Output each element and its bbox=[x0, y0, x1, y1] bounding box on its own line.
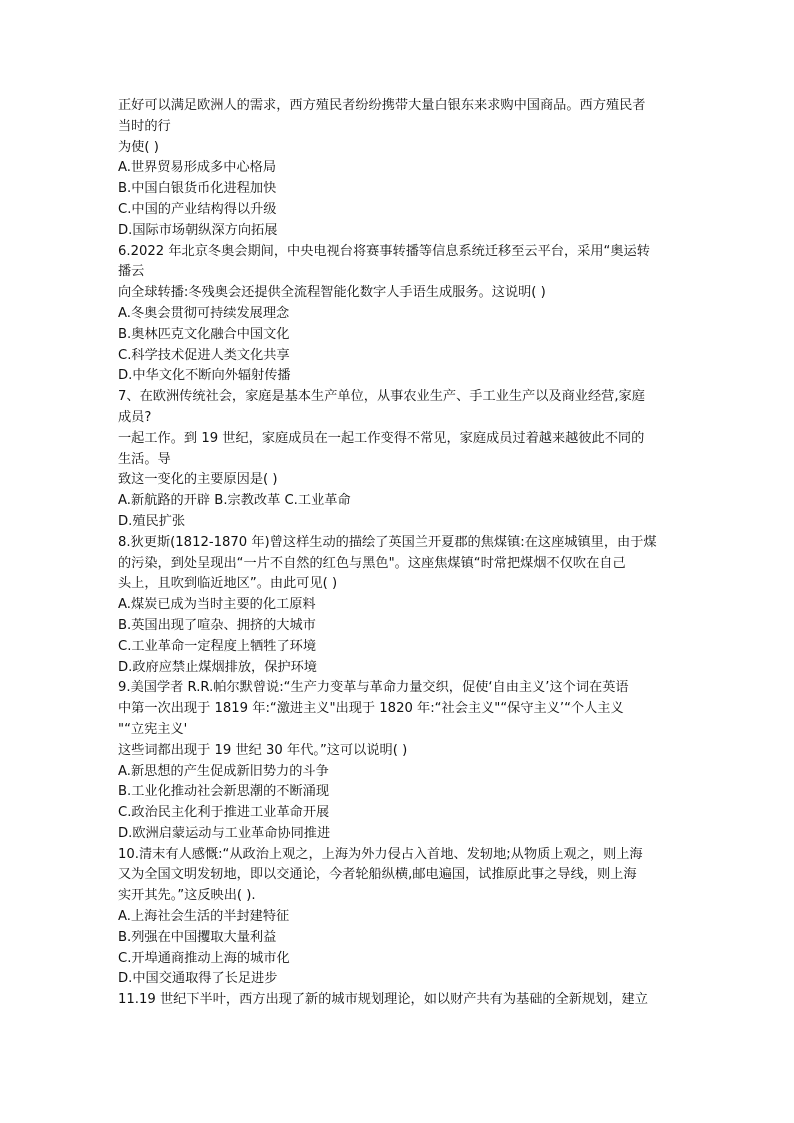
option-a: A.煤炭已成为当时主要的化工原料 bbox=[118, 597, 316, 613]
option-a: A.上海社会生活的半封建特征 bbox=[118, 909, 290, 925]
option-b: B.工业化推动社会新思潮的不断涌现 bbox=[118, 784, 330, 800]
question-11-line-1: 11.19 世纪下半叶，西方出现了新的城市规划理论，如以财产共有为基础的全新规划，建立 bbox=[118, 992, 648, 1008]
option-b: B.中国白银货币化进程加快 bbox=[118, 181, 277, 197]
option-d: D.政府应禁止煤烟排放，保护环境 bbox=[118, 659, 317, 675]
option-d: D.国际市场朝纵深方向拓展 bbox=[118, 222, 278, 238]
option-a: A.冬奥会贯彻可持续发展理念 bbox=[118, 305, 290, 321]
question-9-line-1: 9.美国学者 R.R.帕尔默曾说:“生产力变革与革命力量交织，促使‘自由主义’这个词在英语 bbox=[118, 680, 629, 696]
question-7-line-4: 生活。导 bbox=[118, 451, 171, 467]
question-6-line-3: 向全球转播:冬残奥会还提供全流程智能化数字人手语生成服务。这说明( ) bbox=[118, 285, 546, 301]
text-line-3: 为使( ) bbox=[118, 139, 159, 155]
option-d: D.欧洲启蒙运动与工业革命协同推进 bbox=[118, 825, 331, 841]
question-7-line-5: 致这一变化的主要原因是( ) bbox=[118, 472, 278, 488]
question-8-line-3: 头上，且吹到临近地区”。由此可见( ) bbox=[118, 576, 338, 592]
option-d: D.殖民扩张 bbox=[118, 513, 186, 529]
option-c: C.中国的产业结构得以升级 bbox=[118, 201, 277, 217]
option-c: C.开埠通商推动上海的城市化 bbox=[118, 950, 290, 966]
question-9-line-4: 这些词都出现于 19 世纪 30 年代。”这可以说明( ) bbox=[118, 742, 408, 758]
question-10-line-3: 实开其先。”这反映出( ). bbox=[118, 888, 256, 904]
question-7-line-2: 成员? bbox=[118, 409, 152, 425]
question-7-line-1: 7、在欧洲传统社会，家庭是基本生产单位，从事农业生产、手工业生产以及商业经营,家庭 bbox=[118, 389, 645, 405]
option-a: A.世界贸易形成多中心格局 bbox=[118, 160, 277, 176]
option-b: B.列强在中国攫取大量利益 bbox=[118, 929, 277, 945]
option-c: C.工业革命一定程度上牺牲了环境 bbox=[118, 638, 317, 654]
question-6-line-2: 播云 bbox=[118, 264, 145, 280]
text-line-2: 当时的行 bbox=[118, 118, 171, 134]
question-9-line-2: 中第一次出现于 1819 年:“激进主义"出现于 1820 年:“社会主义"“保守主义’“个人主义 bbox=[118, 701, 624, 717]
text-line-1: 正好可以满足欧洲人的需求，西方殖民者纷纷携带大量白银东来求购中国商品。西方殖民者 bbox=[118, 98, 646, 113]
option-d: D.中国交通取得了长足进步 bbox=[118, 971, 278, 987]
option-d: D.中华文化不断向外辐射传播 bbox=[118, 368, 291, 384]
question-8-line-2: 的污染，到处呈现出“一片不自然的红色与黑色"。这座焦煤镇“时常把煤烟不仅吹在自己 bbox=[118, 555, 626, 571]
option-b: B.奥林匹克文化融合中国文化 bbox=[118, 326, 290, 342]
question-9-line-3: "“立宪主义' bbox=[118, 721, 188, 737]
option-b: B.英国出现了喧杂、拥挤的大城市 bbox=[118, 617, 316, 633]
question-8-line-1: 8.狄更斯(1812-1870 年)曾这样生动的描绘了英国兰开夏郡的焦煤镇:在这座城镇里，由于煤 bbox=[118, 534, 657, 550]
option-c: C.政治民主化利于推进工业革命开展 bbox=[118, 805, 330, 821]
option-c: C.科学技术促进人类文化共享 bbox=[118, 347, 290, 363]
option-abc: A.新航路的开辟 B.宗教改革 C.工业革命 bbox=[118, 493, 351, 509]
question-10-line-2: 又为全国文明发轫地，即以交通论，今者轮船纵横,邮电遍国，试推原此事之导线，则上海 bbox=[118, 867, 637, 883]
question-7-line-3: 一起工作。到 19 世纪，家庭成员在一起工作变得不常见，家庭成员过着越来越彼此不同的 bbox=[118, 430, 645, 446]
question-10-line-1: 10.清末有人感慨:“从政治上观之，上海为外力侵占入首地、发轫地;从物质上观之，则上海 bbox=[118, 846, 643, 862]
question-6-line-1: 6.2022 年北京冬奥会期间，中央电视台将赛事转播等信息系统迁移至云平台，采用“奥运转 bbox=[118, 243, 650, 259]
option-a: A.新思想的产生促成新旧势力的斗争 bbox=[118, 763, 329, 779]
